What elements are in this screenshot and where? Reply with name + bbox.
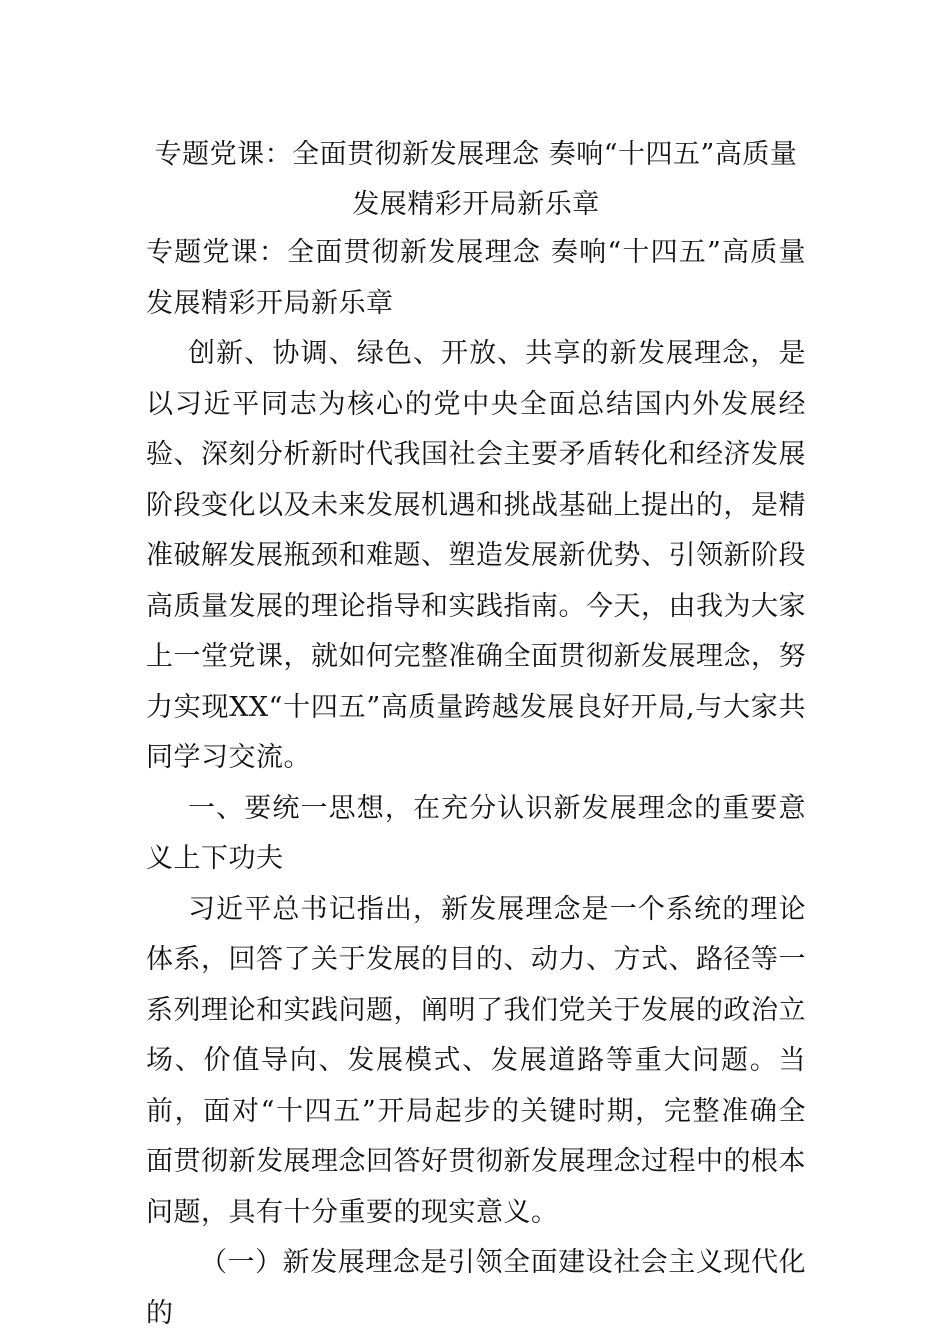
subsection-heading-one: （一）新发展理念是引领全面建设社会主义现代化的 bbox=[146, 1247, 806, 1329]
body-paragraph: 习近平总书记指出，新发展理念是一个系统的理论体系，回答了关于发展的目的、动力、方式、路径等一系列理论和实践问题，阐明了我们党关于发展的政治立场、价值导向、发展模式、发展道路等重大问题。当前，面对“十四五”开局起步的关键时期，完整准确全面贯彻新发展理念回答好贯彻新发展理念过程中的根本问题，具有十分重要的现实意义。 bbox=[146, 893, 806, 1228]
document-title: 专题党课：全面贯彻新发展理念 奏响“十四五”高质量发展精彩开局新乐章 bbox=[154, 139, 798, 220]
document-body bbox=[146, 228, 806, 1339]
section-heading-one: 一、要统一思想，在充分认识新发展理念的重要意义上下功夫 bbox=[146, 792, 806, 874]
repeated-title-paragraph: 专题党课：全面贯彻新发展理念 奏响“十四五”高质量发展精彩开局新乐章 bbox=[146, 237, 806, 319]
intro-paragraph: 创新、协调、绿色、开放、共享的新发展理念，是以习近平同志为核心的党中央全面总结国内外发展经验、深刻分析新时代我国社会主要矛盾转化和经济发展阶段变化以及未来发展机遇和挑战基础上提出的，是精准破解发展瓶颈和难题、塑造发展新优势、引领新阶段高质量发展的理论指导和实践指南。今天，由我为大家上一堂党课，就如何完整准确全面贯彻新发展理念，努力实现XX“十四五”高质量跨越发展良好开局,与大家共同学习交流。 bbox=[146, 338, 806, 773]
